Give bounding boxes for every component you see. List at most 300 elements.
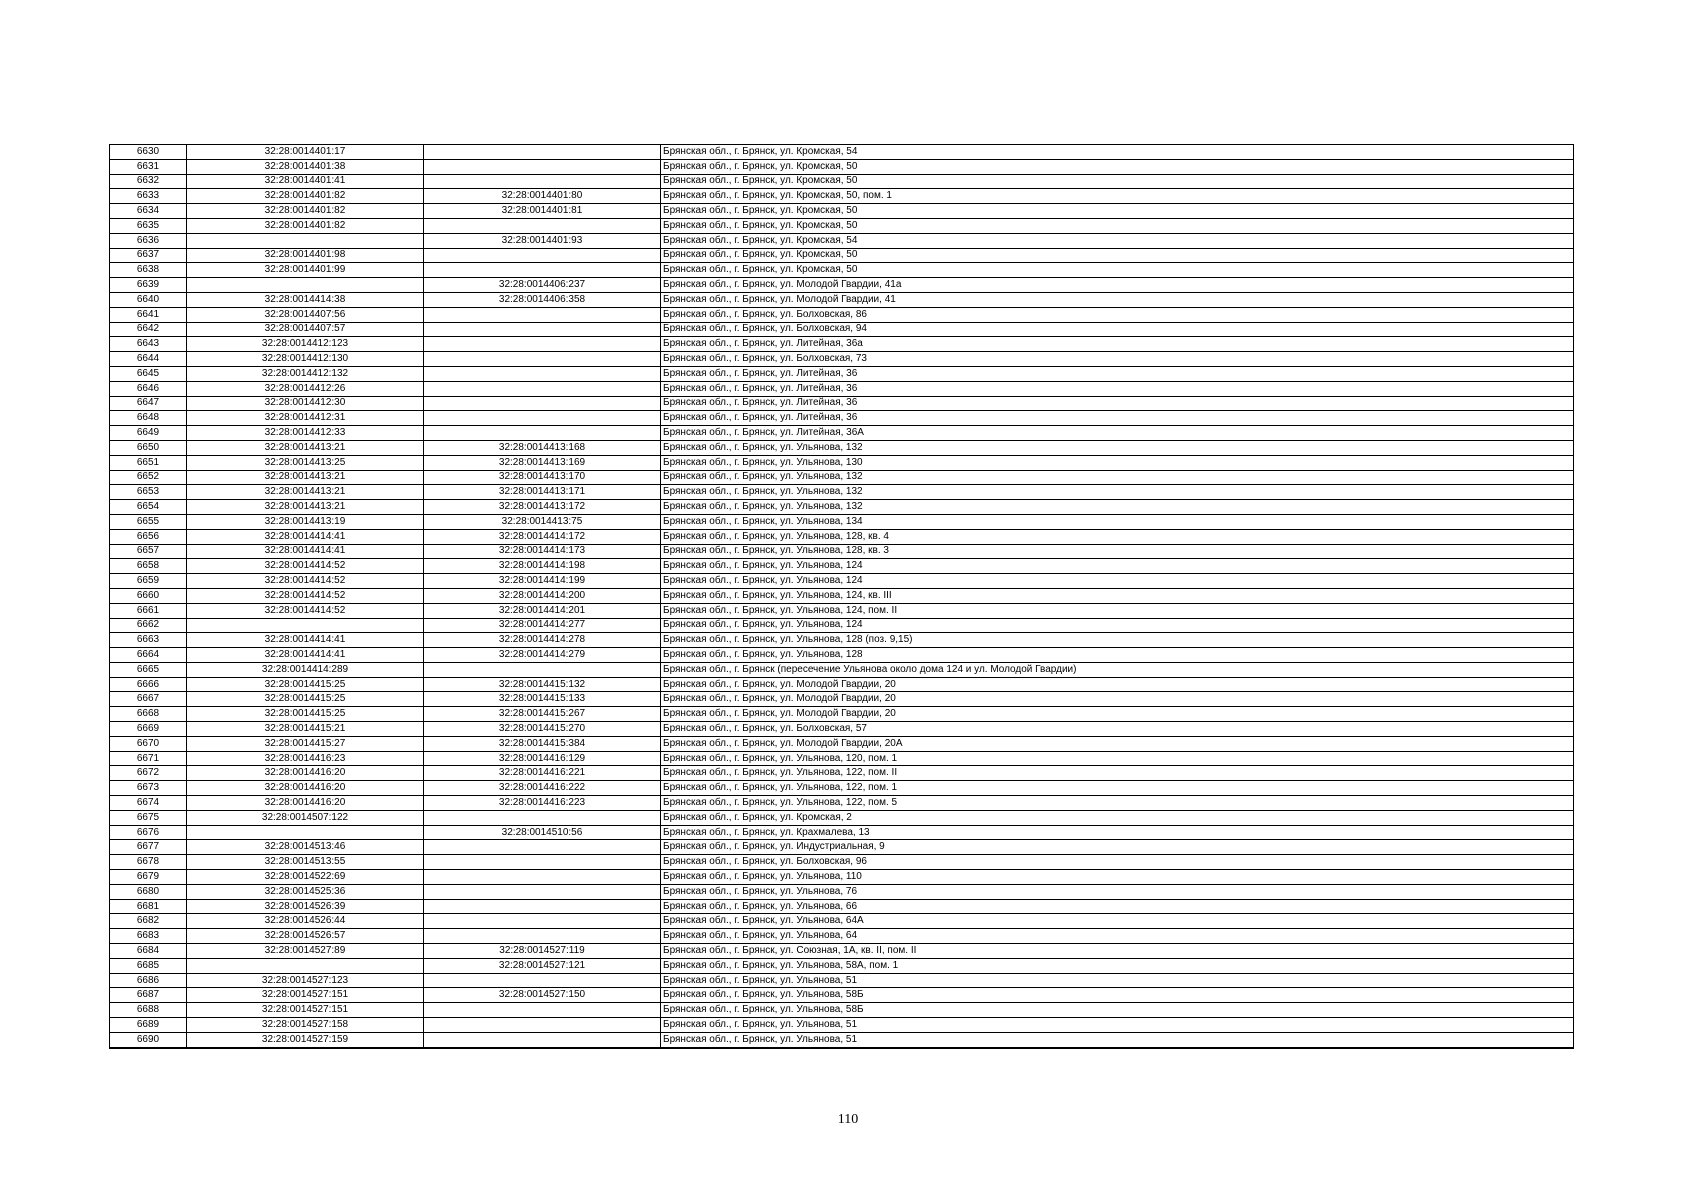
address-cell: Брянская обл., г. Брянск, ул. Болховская, 96 bbox=[661, 855, 1574, 870]
address-cell: Брянская обл., г. Брянск, ул. Ульянова, 58А, пом. 1 bbox=[661, 958, 1574, 973]
cadastral-number-cell: 32:28:0014527:89 bbox=[187, 944, 424, 959]
row-number-cell: 6674 bbox=[110, 796, 187, 811]
row-number-cell: 6662 bbox=[110, 618, 187, 633]
cadastral-number-cell: 32:28:0014412:30 bbox=[187, 396, 424, 411]
cadastral-number-cell: 32:28:0014401:99 bbox=[187, 263, 424, 278]
row-number-cell: 6635 bbox=[110, 218, 187, 233]
cadastral-number-cell: 32:28:0014407:57 bbox=[187, 322, 424, 337]
cadastral-number-cell: 32:28:0014415:25 bbox=[187, 692, 424, 707]
cadastral-number-cell: 32:28:0014526:44 bbox=[187, 914, 424, 929]
cadastral-number-cell: 32:28:0014401:38 bbox=[187, 159, 424, 174]
row-number-cell: 6636 bbox=[110, 233, 187, 248]
object-number-cell bbox=[424, 929, 661, 944]
row-number-cell: 6653 bbox=[110, 485, 187, 500]
table-row bbox=[110, 352, 1574, 367]
table-row bbox=[110, 870, 1574, 885]
row-number-cell: 6676 bbox=[110, 825, 187, 840]
object-number-cell: 32:28:0014414:199 bbox=[424, 574, 661, 589]
cadastral-number-cell bbox=[187, 825, 424, 840]
table-row bbox=[110, 544, 1574, 559]
object-number-cell: 32:28:0014406:358 bbox=[424, 292, 661, 307]
address-cell: Брянская обл., г. Брянск, ул. Индустриальная, 9 bbox=[661, 840, 1574, 855]
address-cell: Брянская обл., г. Брянск, ул. Кромская, 2 bbox=[661, 810, 1574, 825]
table-row bbox=[110, 692, 1574, 707]
row-number-cell: 6680 bbox=[110, 884, 187, 899]
cadastral-number-cell: 32:28:0014401:98 bbox=[187, 248, 424, 263]
object-number-cell: 32:28:0014415:132 bbox=[424, 677, 661, 692]
row-number-cell: 6656 bbox=[110, 529, 187, 544]
table-row bbox=[110, 751, 1574, 766]
object-number-cell bbox=[424, 662, 661, 677]
object-number-cell bbox=[424, 248, 661, 263]
table-row bbox=[110, 559, 1574, 574]
row-number-cell: 6668 bbox=[110, 707, 187, 722]
cadastral-number-cell: 32:28:0014526:39 bbox=[187, 899, 424, 914]
address-cell: Брянская обл., г. Брянск, ул. Ульянова, 132 bbox=[661, 500, 1574, 515]
cadastral-number-cell: 32:28:0014412:26 bbox=[187, 381, 424, 396]
table-row bbox=[110, 426, 1574, 441]
address-cell: Брянская обл., г. Брянск, ул. Молодой Гвардии, 20 bbox=[661, 707, 1574, 722]
cadastral-number-cell: 32:28:0014522:69 bbox=[187, 870, 424, 885]
object-number-cell: 32:28:0014413:169 bbox=[424, 455, 661, 470]
address-cell: Брянская обл., г. Брянск, ул. Молодой Гвардии, 20 bbox=[661, 692, 1574, 707]
row-number-cell: 6682 bbox=[110, 914, 187, 929]
object-number-cell: 32:28:0014413:75 bbox=[424, 514, 661, 529]
cadastral-number-cell: 32:28:0014413:21 bbox=[187, 485, 424, 500]
address-cell: Брянская обл., г. Брянск, ул. Ульянова, 128 bbox=[661, 648, 1574, 663]
row-number-cell: 6633 bbox=[110, 189, 187, 204]
address-cell: Брянская обл., г. Брянск, ул. Ульянова, 51 bbox=[661, 973, 1574, 988]
address-cell: Брянская обл., г. Брянск, ул. Болховская, 86 bbox=[661, 307, 1574, 322]
address-cell: Брянская обл., г. Брянск, ул. Ульянова, 110 bbox=[661, 870, 1574, 885]
cadastral-number-cell: 32:28:0014415:25 bbox=[187, 677, 424, 692]
cadastral-number-cell: 32:28:0014415:27 bbox=[187, 736, 424, 751]
object-number-cell: 32:28:0014527:150 bbox=[424, 988, 661, 1003]
table-row bbox=[110, 796, 1574, 811]
table-row bbox=[110, 766, 1574, 781]
cadastral-number-cell: 32:28:0014416:20 bbox=[187, 766, 424, 781]
row-number-cell: 6652 bbox=[110, 470, 187, 485]
table-row bbox=[110, 189, 1574, 204]
table-row bbox=[110, 1003, 1574, 1018]
address-cell: Брянская обл., г. Брянск, ул. Ульянова, 124 bbox=[661, 574, 1574, 589]
address-cell: Брянская обл., г. Брянск, ул. Ульянова, 134 bbox=[661, 514, 1574, 529]
object-number-cell: 32:28:0014414:172 bbox=[424, 529, 661, 544]
cadastral-number-cell: 32:28:0014414:52 bbox=[187, 603, 424, 618]
cadastral-number-cell: 32:28:0014412:132 bbox=[187, 366, 424, 381]
address-cell: Брянская обл., г. Брянск, ул. Ульянова, 51 bbox=[661, 1032, 1574, 1047]
address-cell: Брянская обл., г. Брянск, ул. Ульянова, 51 bbox=[661, 1018, 1574, 1033]
cadastral-number-cell: 32:28:0014413:21 bbox=[187, 500, 424, 515]
table-row bbox=[110, 825, 1574, 840]
object-number-cell bbox=[424, 973, 661, 988]
row-number-cell: 6678 bbox=[110, 855, 187, 870]
row-number-cell: 6667 bbox=[110, 692, 187, 707]
row-number-cell: 6663 bbox=[110, 633, 187, 648]
cadastral-number-cell: 32:28:0014401:82 bbox=[187, 189, 424, 204]
cadastral-number-cell: 32:28:0014414:41 bbox=[187, 648, 424, 663]
address-cell: Брянская обл., г. Брянск, ул. Ульянова, 124 bbox=[661, 559, 1574, 574]
object-number-cell bbox=[424, 366, 661, 381]
address-cell: Брянская обл., г. Брянск, ул. Кромская, 50 bbox=[661, 248, 1574, 263]
address-cell: Брянская обл., г. Брянск, ул. Ульянова, 64 bbox=[661, 929, 1574, 944]
address-cell: Брянская обл., г. Брянск, ул. Кромская, 50 bbox=[661, 263, 1574, 278]
row-number-cell: 6669 bbox=[110, 722, 187, 737]
cadastral-number-cell: 32:28:0014527:151 bbox=[187, 988, 424, 1003]
table-row bbox=[110, 337, 1574, 352]
address-cell: Брянская обл., г. Брянск, ул. Ульянова, 128, кв. 4 bbox=[661, 529, 1574, 544]
object-number-cell bbox=[424, 159, 661, 174]
row-number-cell: 6643 bbox=[110, 337, 187, 352]
table-row bbox=[110, 440, 1574, 455]
address-cell: Брянская обл., г. Брянск, ул. Ульянова, 120, пом. 1 bbox=[661, 751, 1574, 766]
table-body bbox=[110, 145, 1574, 1048]
address-cell: Брянская обл., г. Брянск, ул. Ульянова, 132 bbox=[661, 485, 1574, 500]
cadastral-number-cell: 32:28:0014527:151 bbox=[187, 1003, 424, 1018]
table-row bbox=[110, 322, 1574, 337]
object-number-cell bbox=[424, 855, 661, 870]
object-number-cell: 32:28:0014406:237 bbox=[424, 278, 661, 293]
address-cell: Брянская обл., г. Брянск, ул. Молодой Гвардии, 41 bbox=[661, 292, 1574, 307]
page-number: 110 bbox=[837, 1112, 859, 1127]
row-number-cell: 6648 bbox=[110, 411, 187, 426]
address-cell: Брянская обл., г. Брянск, ул. Ульянова, 124, кв. III bbox=[661, 588, 1574, 603]
row-number-cell: 6657 bbox=[110, 544, 187, 559]
data-table bbox=[109, 144, 1574, 1049]
address-cell: Брянская обл., г. Брянск, ул. Литейная, 36А bbox=[661, 426, 1574, 441]
cadastral-number-cell: 32:28:0014401:17 bbox=[187, 145, 424, 160]
address-cell: Брянская обл., г. Брянск, ул. Литейная, 36 bbox=[661, 366, 1574, 381]
address-cell: Брянская обл., г. Брянск, ул. Ульянова, 66 bbox=[661, 899, 1574, 914]
row-number-cell: 6630 bbox=[110, 145, 187, 160]
object-number-cell bbox=[424, 396, 661, 411]
address-cell: Брянская обл., г. Брянск, ул. Кромская, 50 bbox=[661, 218, 1574, 233]
table-row bbox=[110, 1032, 1574, 1047]
cadastral-number-cell: 32:28:0014414:52 bbox=[187, 559, 424, 574]
table-row bbox=[110, 411, 1574, 426]
cadastral-number-cell: 32:28:0014401:82 bbox=[187, 204, 424, 219]
cadastral-number-cell: 32:28:0014401:41 bbox=[187, 174, 424, 189]
object-number-cell: 32:28:0014415:267 bbox=[424, 707, 661, 722]
row-number-cell: 6639 bbox=[110, 278, 187, 293]
cadastral-number-cell: 32:28:0014507:122 bbox=[187, 810, 424, 825]
address-cell: Брянская обл., г. Брянск, ул. Кромская, 50 bbox=[661, 159, 1574, 174]
row-number-cell: 6690 bbox=[110, 1032, 187, 1047]
object-number-cell bbox=[424, 1003, 661, 1018]
row-number-cell: 6665 bbox=[110, 662, 187, 677]
object-number-cell bbox=[424, 337, 661, 352]
row-number-cell: 6664 bbox=[110, 648, 187, 663]
cadastral-number-cell: 32:28:0014527:123 bbox=[187, 973, 424, 988]
object-number-cell bbox=[424, 884, 661, 899]
address-cell: Брянская обл., г. Брянск, ул. Литейная, 36а bbox=[661, 337, 1574, 352]
table-row bbox=[110, 722, 1574, 737]
row-number-cell: 6659 bbox=[110, 574, 187, 589]
row-number-cell: 6647 bbox=[110, 396, 187, 411]
row-number-cell: 6650 bbox=[110, 440, 187, 455]
table-row bbox=[110, 988, 1574, 1003]
cadastral-number-cell: 32:28:0014513:55 bbox=[187, 855, 424, 870]
cadastral-number-cell: 32:28:0014415:25 bbox=[187, 707, 424, 722]
table-row bbox=[110, 292, 1574, 307]
object-number-cell bbox=[424, 870, 661, 885]
table-row bbox=[110, 884, 1574, 899]
address-cell: Брянская обл., г. Брянск, ул. Литейная, 36 bbox=[661, 381, 1574, 396]
row-number-cell: 6646 bbox=[110, 381, 187, 396]
table-row bbox=[110, 677, 1574, 692]
table-row bbox=[110, 618, 1574, 633]
row-number-cell: 6679 bbox=[110, 870, 187, 885]
row-number-cell: 6670 bbox=[110, 736, 187, 751]
table-row bbox=[110, 662, 1574, 677]
cadastral-number-cell: 32:28:0014415:21 bbox=[187, 722, 424, 737]
cadastral-number-cell: 32:28:0014413:21 bbox=[187, 440, 424, 455]
row-number-cell: 6677 bbox=[110, 840, 187, 855]
row-number-cell: 6631 bbox=[110, 159, 187, 174]
table-row bbox=[110, 263, 1574, 278]
cadastral-number-cell: 32:28:0014414:52 bbox=[187, 588, 424, 603]
address-cell: Брянская обл., г. Брянск, ул. Союзная, 1А, кв. II, пом. II bbox=[661, 944, 1574, 959]
table-row bbox=[110, 958, 1574, 973]
cadastral-number-cell: 32:28:0014401:82 bbox=[187, 218, 424, 233]
row-number-cell: 6673 bbox=[110, 781, 187, 796]
object-number-cell: 32:28:0014416:221 bbox=[424, 766, 661, 781]
object-number-cell: 32:28:0014416:223 bbox=[424, 796, 661, 811]
object-number-cell bbox=[424, 914, 661, 929]
table-row bbox=[110, 855, 1574, 870]
address-cell: Брянская обл., г. Брянск, ул. Кромская, 50 bbox=[661, 204, 1574, 219]
row-number-cell: 6661 bbox=[110, 603, 187, 618]
address-cell: Брянская обл., г. Брянск, ул. Ульянова, 124, пом. II bbox=[661, 603, 1574, 618]
cadastral-number-cell: 32:28:0014416:20 bbox=[187, 796, 424, 811]
object-number-cell bbox=[424, 426, 661, 441]
table-row bbox=[110, 455, 1574, 470]
object-number-cell: 32:28:0014416:129 bbox=[424, 751, 661, 766]
address-cell: Брянская обл., г. Брянск, ул. Ульянова, 130 bbox=[661, 455, 1574, 470]
row-number-cell: 6638 bbox=[110, 263, 187, 278]
cadastral-number-cell: 32:28:0014513:46 bbox=[187, 840, 424, 855]
table-row bbox=[110, 736, 1574, 751]
object-number-cell bbox=[424, 810, 661, 825]
address-cell: Брянская обл., г. Брянск, ул. Ульянова, 76 bbox=[661, 884, 1574, 899]
cadastral-number-cell: 32:28:0014412:33 bbox=[187, 426, 424, 441]
address-cell: Брянская обл., г. Брянск, ул. Ульянова, 122, пом. II bbox=[661, 766, 1574, 781]
table-row bbox=[110, 278, 1574, 293]
row-number-cell: 6685 bbox=[110, 958, 187, 973]
address-cell: Брянская обл., г. Брянск, ул. Молодой Гвардии, 41а bbox=[661, 278, 1574, 293]
object-number-cell bbox=[424, 1018, 661, 1033]
cadastral-number-cell bbox=[187, 233, 424, 248]
object-number-cell bbox=[424, 263, 661, 278]
object-number-cell: 32:28:0014414:173 bbox=[424, 544, 661, 559]
table-row bbox=[110, 648, 1574, 663]
table-row bbox=[110, 145, 1574, 160]
object-number-cell bbox=[424, 174, 661, 189]
address-cell: Брянская обл., г. Брянск, ул. Кромская, 54 bbox=[661, 233, 1574, 248]
row-number-cell: 6658 bbox=[110, 559, 187, 574]
address-cell: Брянская обл., г. Брянск, ул. Ульянова, 132 bbox=[661, 440, 1574, 455]
table-row bbox=[110, 529, 1574, 544]
cadastral-number-cell: 32:28:0014416:20 bbox=[187, 781, 424, 796]
row-number-cell: 6686 bbox=[110, 973, 187, 988]
object-number-cell bbox=[424, 899, 661, 914]
row-number-cell: 6655 bbox=[110, 514, 187, 529]
row-number-cell: 6645 bbox=[110, 366, 187, 381]
table-row bbox=[110, 810, 1574, 825]
address-cell: Брянская обл., г. Брянск, ул. Ульянова, 124 bbox=[661, 618, 1574, 633]
address-cell: Брянская обл., г. Брянск, ул. Ульянова, 58Б bbox=[661, 988, 1574, 1003]
table-row bbox=[110, 204, 1574, 219]
table-row bbox=[110, 588, 1574, 603]
cadastral-number-cell: 32:28:0014414:41 bbox=[187, 529, 424, 544]
object-number-cell: 32:28:0014413:168 bbox=[424, 440, 661, 455]
table-row bbox=[110, 781, 1574, 796]
cadastral-number-cell bbox=[187, 278, 424, 293]
object-number-cell bbox=[424, 322, 661, 337]
row-number-cell: 6660 bbox=[110, 588, 187, 603]
address-cell: Брянская обл., г. Брянск, ул. Кромская, 54 bbox=[661, 145, 1574, 160]
row-number-cell: 6634 bbox=[110, 204, 187, 219]
cadastral-number-cell: 32:28:0014527:158 bbox=[187, 1018, 424, 1033]
address-cell: Брянская обл., г. Брянск, ул. Ульянова, 122, пом. 1 bbox=[661, 781, 1574, 796]
table-row bbox=[110, 218, 1574, 233]
object-number-cell bbox=[424, 840, 661, 855]
row-number-cell: 6681 bbox=[110, 899, 187, 914]
row-number-cell: 6651 bbox=[110, 455, 187, 470]
table-row bbox=[110, 603, 1574, 618]
object-number-cell bbox=[424, 1032, 661, 1047]
object-number-cell bbox=[424, 218, 661, 233]
row-number-cell: 6689 bbox=[110, 1018, 187, 1033]
object-number-cell: 32:28:0014414:279 bbox=[424, 648, 661, 663]
object-number-cell: 32:28:0014401:81 bbox=[424, 204, 661, 219]
address-cell: Брянская обл., г. Брянск (пересечение Ульянова около дома 124 и ул. Молодой Гвардии) bbox=[661, 662, 1574, 677]
row-number-cell: 6672 bbox=[110, 766, 187, 781]
address-cell: Брянская обл., г. Брянск, ул. Ульянова, 132 bbox=[661, 470, 1574, 485]
address-cell: Брянская обл., г. Брянск, ул. Молодой Гвардии, 20 bbox=[661, 677, 1574, 692]
row-number-cell: 6684 bbox=[110, 944, 187, 959]
object-number-cell: 32:28:0014416:222 bbox=[424, 781, 661, 796]
object-number-cell: 32:28:0014414:278 bbox=[424, 633, 661, 648]
table-row bbox=[110, 514, 1574, 529]
row-number-cell: 6687 bbox=[110, 988, 187, 1003]
cadastral-number-cell: 32:28:0014412:31 bbox=[187, 411, 424, 426]
row-number-cell: 6666 bbox=[110, 677, 187, 692]
cadastral-number-cell: 32:28:0014413:25 bbox=[187, 455, 424, 470]
row-number-cell: 6641 bbox=[110, 307, 187, 322]
object-number-cell: 32:28:0014401:80 bbox=[424, 189, 661, 204]
object-number-cell: 32:28:0014414:201 bbox=[424, 603, 661, 618]
table-row bbox=[110, 899, 1574, 914]
object-number-cell: 32:28:0014415:270 bbox=[424, 722, 661, 737]
table-row bbox=[110, 973, 1574, 988]
row-number-cell: 6654 bbox=[110, 500, 187, 515]
row-number-cell: 6640 bbox=[110, 292, 187, 307]
table-row bbox=[110, 633, 1574, 648]
row-number-cell: 6637 bbox=[110, 248, 187, 263]
address-cell: Брянская обл., г. Брянск, ул. Болховская, 73 bbox=[661, 352, 1574, 367]
table-row bbox=[110, 929, 1574, 944]
table-row bbox=[110, 366, 1574, 381]
object-number-cell: 32:28:0014415:384 bbox=[424, 736, 661, 751]
object-number-cell: 32:28:0014527:119 bbox=[424, 944, 661, 959]
table-row bbox=[110, 840, 1574, 855]
row-number-cell: 6632 bbox=[110, 174, 187, 189]
cadastral-number-cell: 32:28:0014414:52 bbox=[187, 574, 424, 589]
table-row bbox=[110, 1018, 1574, 1033]
address-cell: Брянская обл., г. Брянск, ул. Болховская, 94 bbox=[661, 322, 1574, 337]
cadastral-number-cell: 32:28:0014525:36 bbox=[187, 884, 424, 899]
cadastral-number-cell: 32:28:0014414:41 bbox=[187, 544, 424, 559]
cadastral-number-cell: 32:28:0014414:289 bbox=[187, 662, 424, 677]
table-row bbox=[110, 381, 1574, 396]
address-cell: Брянская обл., г. Брянск, ул. Литейная, 36 bbox=[661, 396, 1574, 411]
object-number-cell bbox=[424, 411, 661, 426]
row-number-cell: 6688 bbox=[110, 1003, 187, 1018]
table-row bbox=[110, 396, 1574, 411]
object-number-cell: 32:28:0014413:172 bbox=[424, 500, 661, 515]
object-number-cell: 32:28:0014401:93 bbox=[424, 233, 661, 248]
table-row bbox=[110, 248, 1574, 263]
table-row bbox=[110, 159, 1574, 174]
address-cell: Брянская обл., г. Брянск, ул. Молодой Гвардии, 20А bbox=[661, 736, 1574, 751]
object-number-cell bbox=[424, 307, 661, 322]
cadastral-number-cell: 32:28:0014413:19 bbox=[187, 514, 424, 529]
cadastral-number-cell bbox=[187, 958, 424, 973]
table-row bbox=[110, 574, 1574, 589]
table-row bbox=[110, 485, 1574, 500]
cadastral-number-cell: 32:28:0014407:56 bbox=[187, 307, 424, 322]
table-row bbox=[110, 174, 1574, 189]
address-cell: Брянская обл., г. Брянск, ул. Литейная, 36 bbox=[661, 411, 1574, 426]
address-cell: Брянская обл., г. Брянск, ул. Ульянова, 128, кв. 3 bbox=[661, 544, 1574, 559]
object-number-cell bbox=[424, 381, 661, 396]
object-number-cell: 32:28:0014413:171 bbox=[424, 485, 661, 500]
address-cell: Брянская обл., г. Брянск, ул. Кромская, 50, пом. 1 bbox=[661, 189, 1574, 204]
row-number-cell: 6649 bbox=[110, 426, 187, 441]
cadastral-number-cell: 32:28:0014414:41 bbox=[187, 633, 424, 648]
table-row bbox=[110, 500, 1574, 515]
address-cell: Брянская обл., г. Брянск, ул. Кромская, 50 bbox=[661, 174, 1574, 189]
object-number-cell bbox=[424, 145, 661, 160]
row-number-cell: 6671 bbox=[110, 751, 187, 766]
object-number-cell: 32:28:0014415:133 bbox=[424, 692, 661, 707]
object-number-cell bbox=[424, 352, 661, 367]
address-cell: Брянская обл., г. Брянск, ул. Ульянова, 64А bbox=[661, 914, 1574, 929]
table-row bbox=[110, 233, 1574, 248]
object-number-cell: 32:28:0014413:170 bbox=[424, 470, 661, 485]
address-cell: Брянская обл., г. Брянск, ул. Ульянова, 122, пом. 5 bbox=[661, 796, 1574, 811]
row-number-cell: 6644 bbox=[110, 352, 187, 367]
cadastral-number-cell: 32:28:0014413:21 bbox=[187, 470, 424, 485]
cadastral-number-cell: 32:28:0014527:159 bbox=[187, 1032, 424, 1047]
cadastral-number-cell: 32:28:0014526:57 bbox=[187, 929, 424, 944]
cadastral-number-cell: 32:28:0014412:130 bbox=[187, 352, 424, 367]
object-number-cell: 32:28:0014414:200 bbox=[424, 588, 661, 603]
row-number-cell: 6683 bbox=[110, 929, 187, 944]
address-cell: Брянская обл., г. Брянск, ул. Ульянова, 58Б bbox=[661, 1003, 1574, 1018]
cadastral-number-cell: 32:28:0014414:38 bbox=[187, 292, 424, 307]
object-number-cell: 32:28:0014414:198 bbox=[424, 559, 661, 574]
address-cell: Брянская обл., г. Брянск, ул. Ульянова, 128 (поз. 9,15) bbox=[661, 633, 1574, 648]
cadastral-number-cell: 32:28:0014412:123 bbox=[187, 337, 424, 352]
table-row bbox=[110, 707, 1574, 722]
object-number-cell: 32:28:0014527:121 bbox=[424, 958, 661, 973]
address-cell: Брянская обл., г. Брянск, ул. Крахмалева, 13 bbox=[661, 825, 1574, 840]
cadastral-number-cell bbox=[187, 618, 424, 633]
object-number-cell: 32:28:0014510:56 bbox=[424, 825, 661, 840]
table-row bbox=[110, 307, 1574, 322]
